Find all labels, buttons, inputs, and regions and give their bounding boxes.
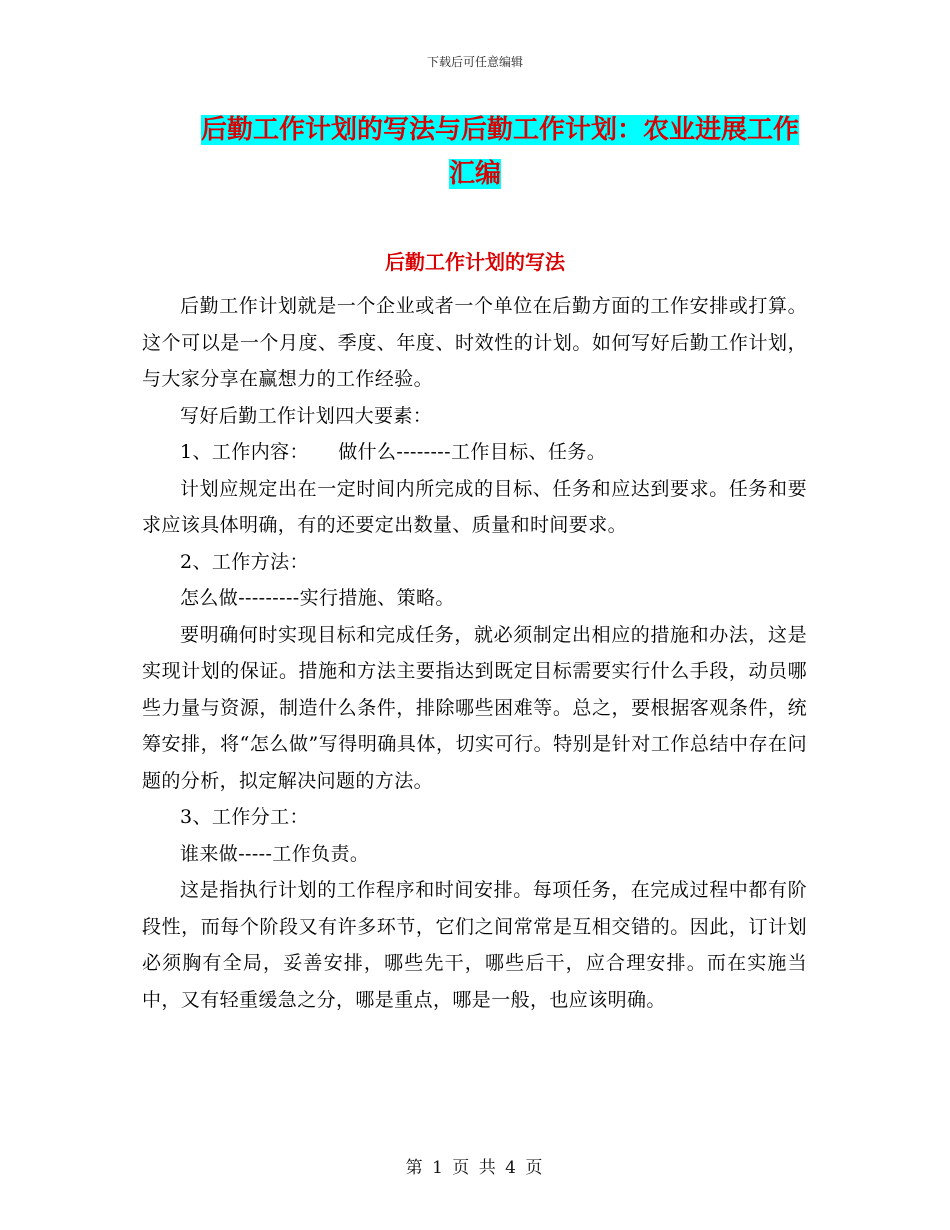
title-highlight-1: 后勤工作计划的写法与后勤工作计划：农业进展工作 bbox=[200, 115, 799, 145]
paragraph-item-1: 1、工作内容： 做什么--------工作目标、任务。 bbox=[180, 441, 607, 463]
paragraph-four-elements: 写好后勤工作计划四大要素： bbox=[180, 404, 433, 427]
paragraph-item-2-how: 怎么做---------实行措施、策略。 bbox=[180, 587, 455, 609]
paragraph-item-3-detail: 这是指执行计划的工作程序和时间安排。每项任务，在完成过程中都有阶段性，而每个阶段又有许多环节，它们之间常常是互相交错的。因此，订计划必须胸有全局，妥善安排，哪些先干，哪些后干，应合理安排。而在实施当中，又有轻重缓急之分，哪是重点，哪是一般，也应该明确。 bbox=[142, 879, 807, 1011]
document-body bbox=[142, 288, 807, 1018]
paragraph-item-2-detail: 要明确何时实现目标和完成任务，就必须制定出相应的措施和办法，这是实现计划的保证。措施和方法主要指达到既定目标需要实行什么手段，动员哪些力量与资源，制造什么条件，排除哪些困难等。总之，要根据客观条件，统筹安排，将“怎么做”写得明确具体，切实可行。特别是针对工作总结中存在问题的分析，拟定解决问题的方法。 bbox=[142, 623, 807, 792]
paragraph-item-2: 2、工作方法： bbox=[180, 550, 309, 573]
page-header-note: 下载后可任意编辑 bbox=[426, 55, 523, 69]
document-title bbox=[140, 108, 810, 196]
document-title-line-1 bbox=[140, 108, 810, 152]
page-footer: 第 1 页 共 4 页 bbox=[405, 1158, 545, 1178]
paragraph-item-3: 3、工作分工： bbox=[180, 806, 309, 828]
document-title-line-2 bbox=[140, 152, 810, 196]
title-highlight-2: 汇编 bbox=[448, 159, 501, 189]
section-heading: 后勤工作计划的写法 bbox=[385, 250, 565, 274]
paragraph-item-3-who: 谁来做-----工作负责。 bbox=[180, 842, 370, 865]
paragraph-intro: 后勤工作计划就是一个企业或者一个单位在后勤方面的工作安排或打算。这个可以是一个月度、季度、年度、时效性的计划。如何写好后勤工作计划，与大家分享在赢想力的工作经验。 bbox=[142, 295, 807, 390]
paragraph-item-1-detail: 计划应规定出在一定时间内所完成的目标、任务和应达到要求。任务和要求应该具体明确，有的还要定出数量、质量和时间要求。 bbox=[142, 477, 807, 536]
